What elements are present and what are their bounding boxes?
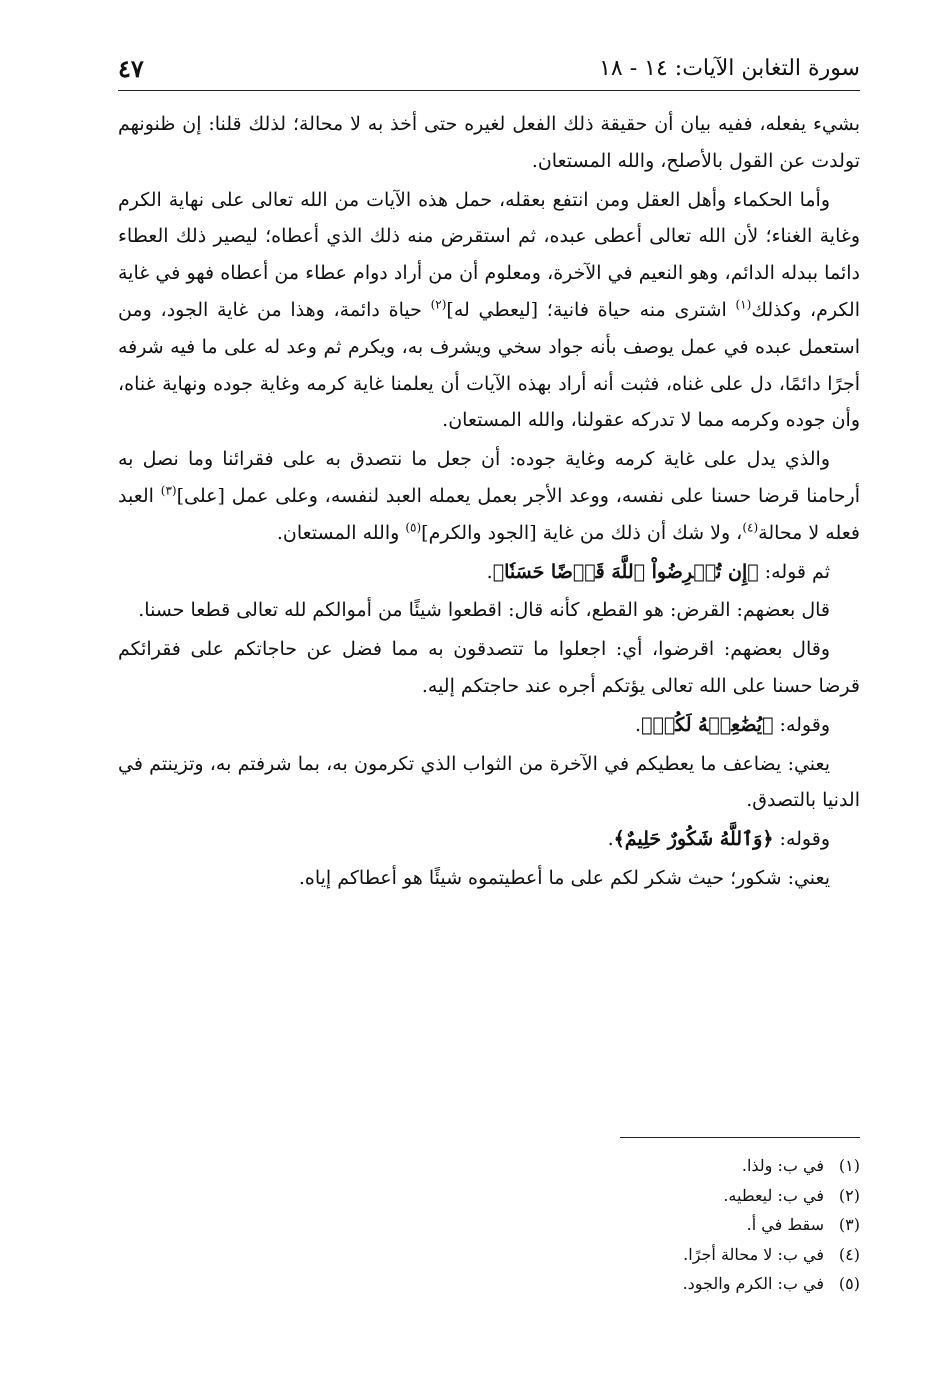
footnote-text: في ب: الكرم والجود. xyxy=(682,1274,824,1293)
paragraph-6: وقال بعضهم: اقرضوا، أي: اجعلوا ما تتصدقون به مما فضل عن حاجاتكم على فقرائكم قرضا حسنا على الله تعالى يؤتكم أجره عند حاجتكم إليه. xyxy=(118,638,860,697)
paragraph-1: بشيء يفعله، ففيه بيان أن حقيقة ذلك الفعل لغيره حتى أخذ به لا محالة؛ لذلك قلنا: إن ظنونهم تولدت عن القول بالأصلح، والله المستعان. xyxy=(118,113,860,172)
footnote-number: (٣) xyxy=(838,1215,860,1234)
quran-verse-2: ﴿يُضَٰعِفۡهُ لَكُمۡ﴾ xyxy=(641,713,774,736)
paragraph-7-lead: وقوله: xyxy=(773,713,830,736)
footnote-number: (٤) xyxy=(838,1244,860,1264)
footnote-2 xyxy=(400,1181,860,1211)
paragraph-3-part-a: والذي يدل على غاية كرمه وغاية جوده: أن جعل ما نتصدق به على فقرائنا وما نصل به أرحامنا قرضا حسنا على نفسه، ووعد الأجر بعمل يعمله العبد لنفسه، وعلى عمل [على] xyxy=(118,448,860,507)
paragraph-9-lead: وقوله: xyxy=(773,828,830,851)
footnote-number: (٢) xyxy=(838,1185,860,1205)
page-number: ٤٧ xyxy=(118,54,144,83)
paragraph-4-lead: ثم قوله: xyxy=(758,560,830,583)
footnote-text: في ب: لا محالة أجرًا. xyxy=(683,1244,824,1264)
paragraph-8: يعني: يضاعف ما يعطيكم في الآخرة من الثواب الذي تكرمون به، بما شرفتم به، وتزينتم في الدنيا بالتصدق. xyxy=(118,752,860,812)
footnote-divider xyxy=(620,1137,860,1138)
footnote-ref-3[interactable]: (٣) xyxy=(160,483,177,498)
paragraph-2-part-b: اشترى منه حياة فانية؛ [ليعطي له] xyxy=(446,298,736,321)
running-title: سورة التغابن الآيات: ١٤ - ١٨ xyxy=(599,56,860,81)
paragraph-3 xyxy=(118,441,860,551)
paragraph-2-part-a: وأما الحكماء وأهل العقل ومن انتفع بعقله، حمل هذه الآيات من الله تعالى على نهاية الكرم وغاية الغناء؛ لأن الله تعالى أعطى عبده، ثم استقرض منه ذلك الذي أعطاه؛ ليصير ذلك العطاء دائما ببدله الدائم، وهو النعيم في الآخرة، ومعلوم أن من أراد دوام عطاء من أعطاه فهو في غاية الكرم، وكذلك xyxy=(118,188,860,321)
paragraph-10: يعني: شكور؛ حيث شكر لكم على ما أعطيتموه شيئًا هو أعطاكم إياه. xyxy=(298,866,830,889)
footnote-4 xyxy=(400,1240,860,1270)
paragraph-7 xyxy=(118,707,860,744)
paragraph-4 xyxy=(118,554,860,591)
footnote-ref-5[interactable]: (٥) xyxy=(405,520,422,535)
footnote-number: (٥) xyxy=(838,1274,860,1293)
paragraph-5: قال بعضهم: القرض: هو القطع، كأنه قال: اقطعوا شيئًا من أموالكم لله تعالى قطعا حسنا. xyxy=(138,599,830,622)
quran-verse-1: ﴿إِن تُقۡرِضُواْ ٱللَّهَ قَرۡضًا حَسَنٗا﴾ xyxy=(492,560,759,583)
footnote-ref-2[interactable]: (٢) xyxy=(430,297,447,312)
footnote-number: (١) xyxy=(838,1156,860,1175)
paragraph-3-part-d: والله المستعان. xyxy=(276,521,406,544)
paragraph-2-part-c: حياة دائمة، وهذا من غاية الجود، ومن استعمل عبده في عمل يوصف بأنه جواد سخي ويشرف به، ويكرم ثم وعد له على ما فيه شرفه أجرًا دائمًا، دل على غناه، فثبت أنه أراد بهذه الآيات أن يعلمنا غاية كرمه وغاية جوده ونهاية غناه، وأن جوده وكرمه مما لا تدركه عقولنا، والله المستعان. xyxy=(118,298,860,432)
footnote-3 xyxy=(400,1210,860,1240)
footnotes xyxy=(400,1151,860,1299)
paragraph-9-end: . xyxy=(607,828,614,851)
footnote-1 xyxy=(400,1151,860,1181)
footnote-text: سقط في أ. xyxy=(746,1215,824,1234)
paragraph-9 xyxy=(118,821,860,858)
body-text xyxy=(118,106,860,899)
paragraph-7-end: . xyxy=(635,713,642,736)
running-head xyxy=(118,50,860,91)
footnote-text: في ب: ليعطيه. xyxy=(723,1185,824,1205)
footnote-ref-4[interactable]: (٤) xyxy=(742,520,759,535)
paragraph-4-end: . xyxy=(486,560,493,583)
footnote-text: في ب: ولذا. xyxy=(741,1156,824,1175)
paragraph-2 xyxy=(118,182,860,440)
quran-verse-3: ﴿وَٱللَّهُ شَكُورٌ حَلِيمٌ﴾ xyxy=(613,828,774,851)
paragraph-3-part-c: ، ولا شك أن ذلك من غاية [الجود والكرم] xyxy=(421,521,743,544)
footnote-ref-1[interactable]: (١) xyxy=(735,297,752,312)
footnote-5 xyxy=(400,1269,860,1299)
paragraph-3-part-b: العبد فعله لا محالة xyxy=(118,484,860,544)
